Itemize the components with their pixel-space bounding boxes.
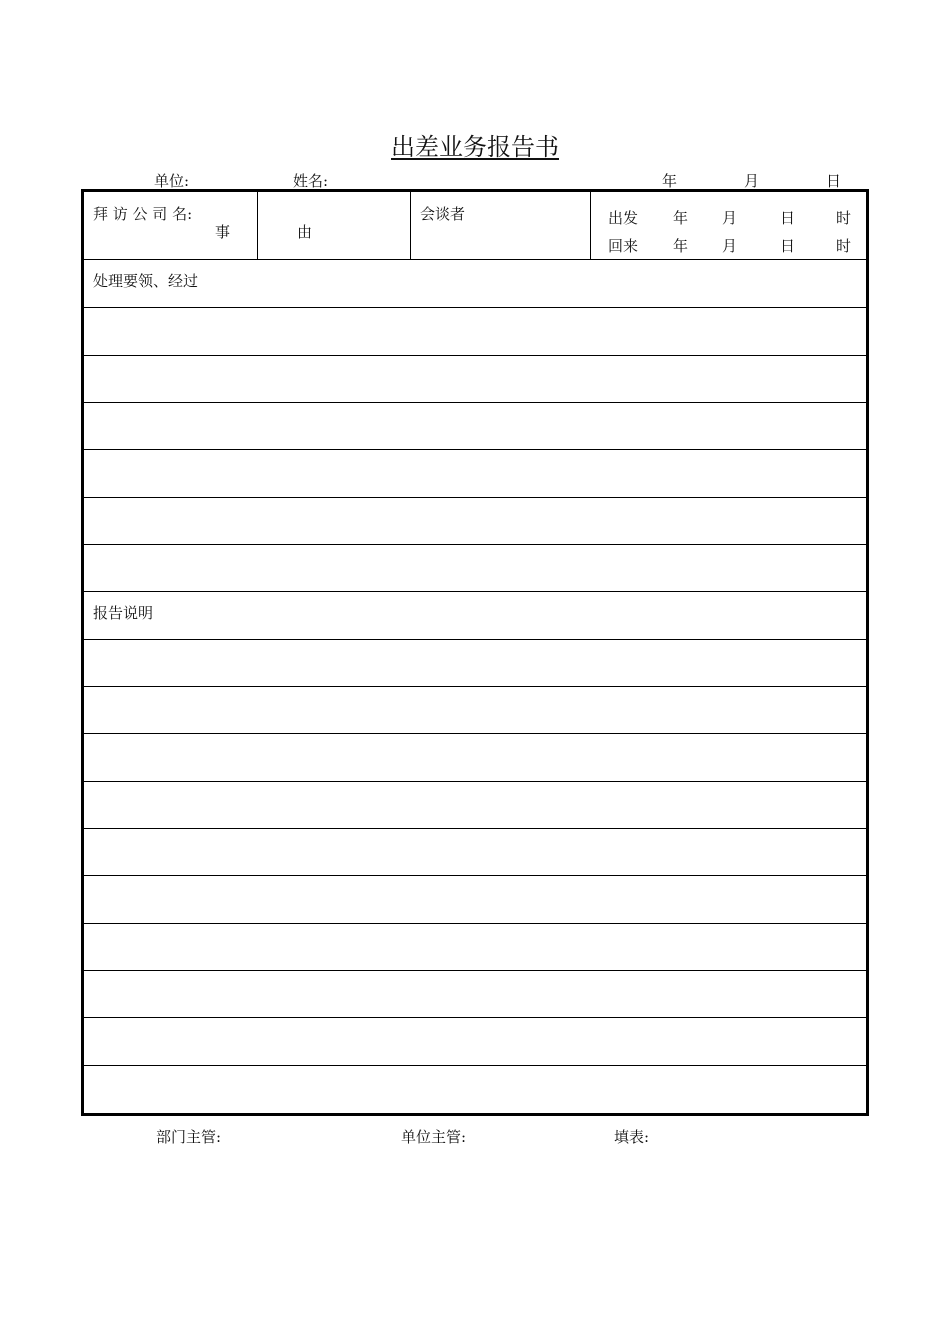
unit-supervisor-label: 单位主管: bbox=[401, 1128, 467, 1146]
process-line[interactable] bbox=[84, 450, 866, 498]
interviewee-label: 会谈者 bbox=[420, 205, 466, 223]
return-year: 年 bbox=[673, 237, 689, 255]
process-label: 处理要领、经过 bbox=[93, 272, 199, 290]
dept-supervisor-label: 部门主管: bbox=[156, 1128, 222, 1146]
process-line[interactable] bbox=[84, 544, 866, 592]
company-label: 拜 访 公 司 名: bbox=[93, 205, 193, 223]
name-label: 姓名: bbox=[293, 172, 329, 190]
departure-hour: 时 bbox=[836, 209, 852, 227]
date-day-label: 日 bbox=[826, 172, 842, 190]
process-line[interactable] bbox=[84, 497, 866, 545]
date-month-label: 月 bbox=[744, 172, 760, 190]
header-divider bbox=[257, 192, 258, 259]
report-line[interactable] bbox=[84, 639, 866, 687]
report-line[interactable] bbox=[84, 781, 866, 829]
return-label: 回来 bbox=[608, 237, 639, 255]
return-day: 日 bbox=[780, 237, 796, 255]
process-line[interactable] bbox=[84, 308, 866, 356]
return-month: 月 bbox=[722, 237, 738, 255]
unit-label: 单位: bbox=[154, 172, 190, 190]
report-section-label-row bbox=[84, 592, 866, 640]
reason-label-part2: 由 bbox=[297, 223, 313, 241]
report-table bbox=[81, 189, 869, 1116]
header-divider bbox=[410, 192, 411, 259]
date-year-label: 年 bbox=[662, 172, 678, 190]
report-line[interactable] bbox=[84, 1065, 866, 1113]
departure-year: 年 bbox=[673, 209, 689, 227]
report-line[interactable] bbox=[84, 970, 866, 1018]
header-divider bbox=[590, 192, 591, 259]
filler-label: 填表: bbox=[614, 1128, 650, 1146]
header-row bbox=[84, 192, 866, 260]
reason-label-part1: 事 bbox=[215, 223, 231, 241]
report-line[interactable] bbox=[84, 686, 866, 734]
departure-month: 月 bbox=[722, 209, 738, 227]
process-line[interactable] bbox=[84, 355, 866, 403]
return-hour: 时 bbox=[836, 237, 852, 255]
process-section-label-row bbox=[84, 260, 866, 308]
departure-day: 日 bbox=[780, 209, 796, 227]
report-label: 报告说明 bbox=[93, 604, 154, 622]
report-line[interactable] bbox=[84, 734, 866, 782]
report-line[interactable] bbox=[84, 828, 866, 876]
process-line[interactable] bbox=[84, 402, 866, 450]
departure-label: 出发 bbox=[608, 209, 639, 227]
report-line[interactable] bbox=[84, 923, 866, 971]
report-line[interactable] bbox=[84, 876, 866, 924]
report-line[interactable] bbox=[84, 1018, 866, 1066]
form-title: 出差业务报告书 bbox=[391, 133, 559, 161]
